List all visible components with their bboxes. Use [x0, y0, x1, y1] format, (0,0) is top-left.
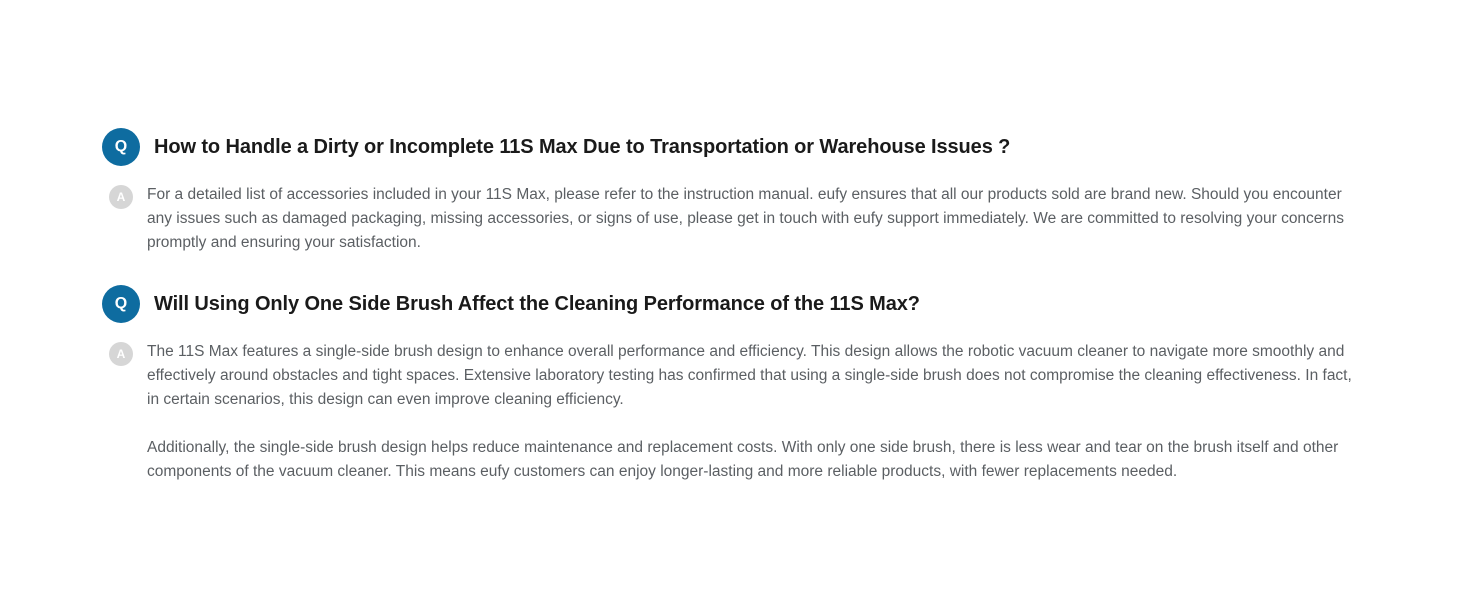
faq-answer-paragraph: The 11S Max features a single-side brush design to enhance overall performance and efficiency. This design allows the robotic vacuum cleaner to navigate more smoothly and effectively around obstacles and tight spaces. Extensive laboratory testing has confirmed that using a single-side brush does not compromise the cleaning effectiveness. In fact, in certain scenarios, this design can even improve cleaning efficiency.	[147, 343, 1352, 408]
faq-answer-body	[147, 183, 1357, 255]
faq-question-text: How to Handle a Dirty or Incomplete 11S Max Due to Transportation or Warehouse Issues ?	[154, 136, 1011, 158]
question-badge-icon: Q	[102, 285, 140, 323]
faq-answer-row	[102, 183, 1372, 255]
faq-item	[102, 285, 1372, 484]
answer-badge-icon: A	[109, 342, 133, 366]
faq-answer-paragraph: For a detailed list of accessories included in your 11S Max, please refer to the instruction manual. eufy ensures that all our products sold are brand new. Should you encounter any issues such as damaged packaging, missing accessories, or signs of use, please get in touch with eufy support immediately. We are committed to resolving your concerns promptly and ensuring your satisfaction.	[147, 186, 1344, 251]
faq-answer-row	[102, 340, 1372, 484]
faq-question-text: Will Using Only One Side Brush Affect the Cleaning Performance of the 11S Max?	[154, 293, 920, 315]
faq-answer-body	[147, 340, 1357, 484]
faq-list	[102, 128, 1372, 484]
faq-answer-paragraph: Additionally, the single-side brush design helps reduce maintenance and replacement costs. With only one side brush, there is less wear and tear on the brush itself and other components of the vacuum cleaner. This means eufy customers can enjoy longer-lasting and more reliable products, with fewer replacements needed.	[147, 439, 1339, 480]
faq-question-row[interactable]	[102, 285, 1372, 323]
answer-badge-icon: A	[109, 185, 133, 209]
question-badge-icon: Q	[102, 128, 140, 166]
faq-question-row[interactable]	[102, 128, 1372, 166]
faq-item	[102, 128, 1372, 255]
